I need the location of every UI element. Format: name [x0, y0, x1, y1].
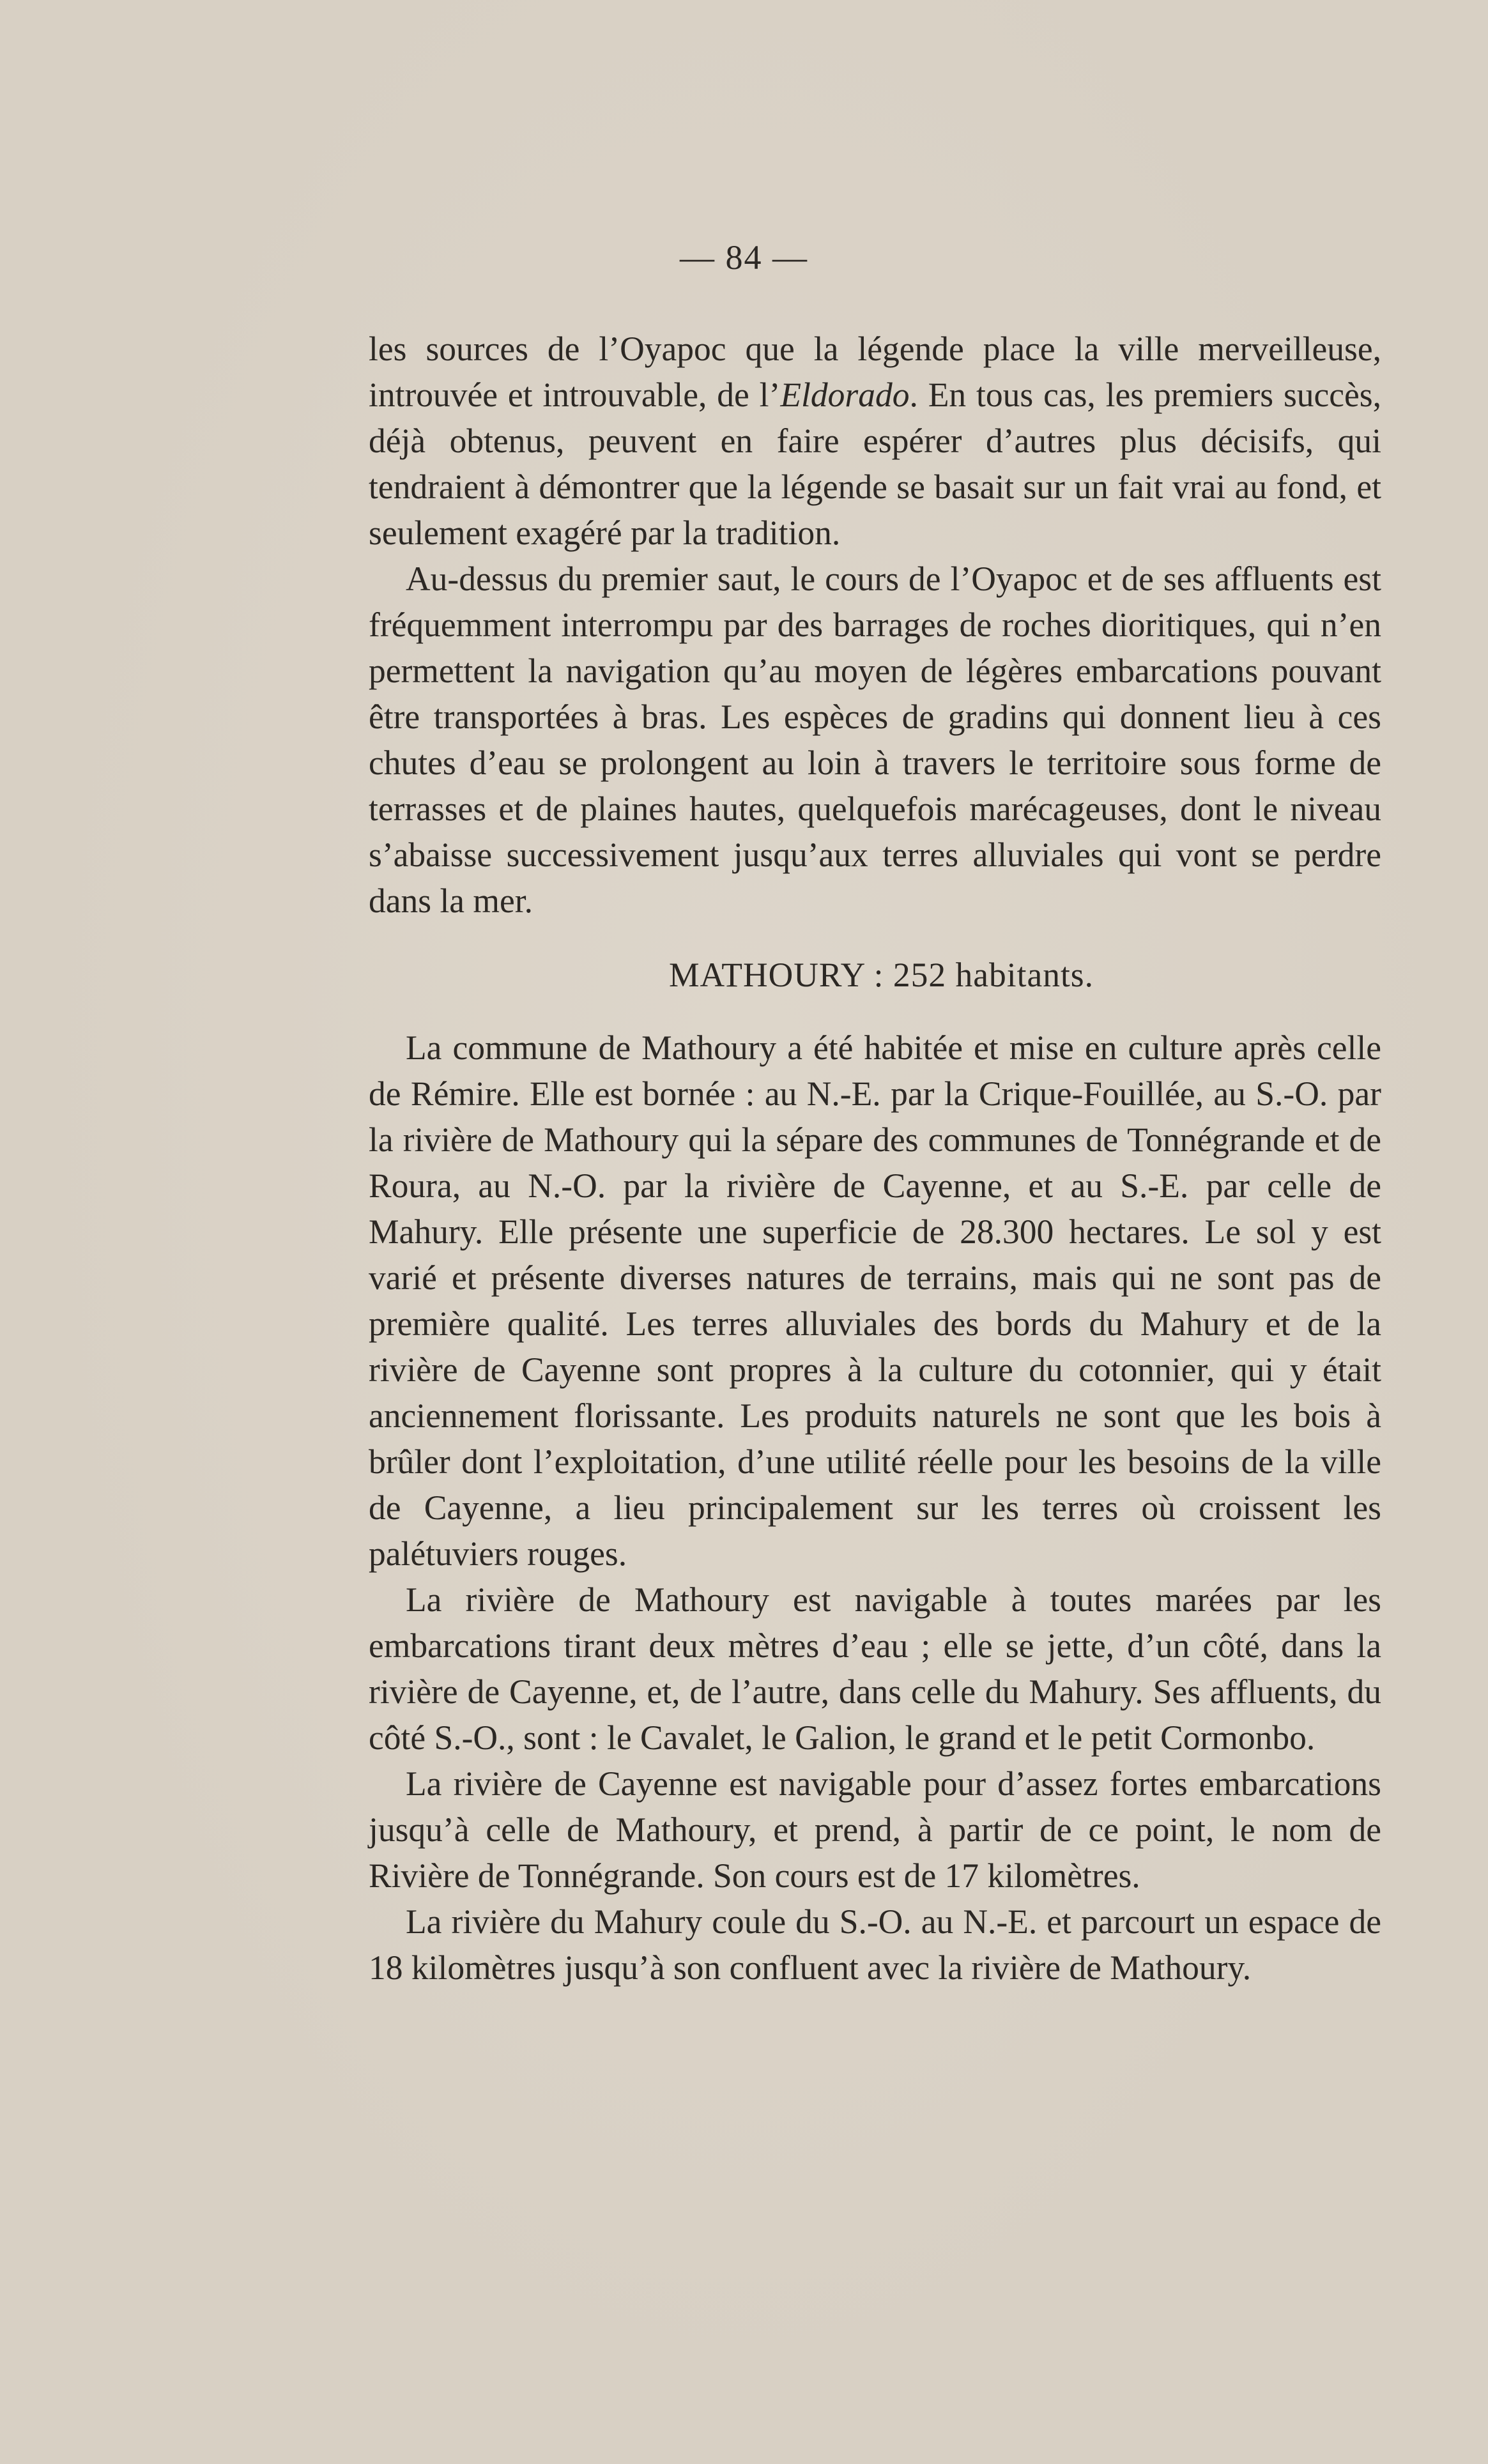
paragraph-mahury-river: La rivière du Mahury coule du S.-O. au N.-E. et parcourt un espace de 18 kilomètres jusqu’à son confluent avec la rivière de Mathoury.: [369, 1902, 1381, 1987]
paragraph-mathoury-river: La rivière de Mathoury est navigable à toutes marées par les embarcations tirant deux mètres d’eau ; elle se jette, d’un côté, dans la rivière de Cayenne, et, de l’autre, dans celle du Mahury. Ses affluents, du côté S.-O., sont : le Cavalet, le Galion, le grand et le petit Cormonbo.: [369, 1580, 1381, 1757]
paragraph-text: les sources de l’Oyapoc que la légende place la ville merveilleuse, introuvée et introuvable, de l’: [369, 330, 1381, 414]
section-title: MATHOURY : 252 habitants.: [668, 956, 1094, 994]
paragraph-mathoury-commune: La commune de Mathoury a été habitée et mise en culture après celle de Rémire. Elle est bornée : au N.-E. par la Crique-Fouillée, au S.-O. par la rivière de Mathoury qui la sépare des communes de Tonnégrande et de Roura, au N.-O. par la rivière de Cayenne, et au S.-E. par celle de Mahury. Elle présente une superficie de 28.300 hectares. Le sol y est varié et présente diverses natures de terrains, mais qui ne sont pas de première qualité. Les terres alluviales des bords du Mahury et de la rivière de Cayenne sont propres à la culture du cotonnier, qui y était anciennement florissante. Les produits naturels ne sont que les bois à brûler dont l’exploitation, d’une utilité réelle pour les besoins de la ville de Cayenne, a lieu principalement sur les terres où croissent les palétuviers rouges.: [369, 1029, 1381, 1573]
italic-term: Eldorado: [780, 376, 910, 414]
paragraph-oyapoc-sources: [369, 326, 1381, 556]
body-text: [369, 326, 1381, 1991]
paragraph-text: . En tous cas, les premiers succès, déjà obtenus, peuvent en faire espérer d’autres plus décisifs, qui tendraient à démontrer que la légende se basait sur un fait vrai au fond, et seulement exagéré par la tradition.: [369, 376, 1381, 552]
paragraph-cayenne-river: La rivière de Cayenne est navigable pour d’assez fortes embarcations jusqu’à celle de Mathoury, et prend, à partir de ce point, le nom de Rivière de Tonnégrande. Son cours est de 17 kilomètres.: [369, 1764, 1381, 1895]
paragraph-oyapoc-course: Au-dessus du premier saut, le cours de l’Oyapoc et de ses affluents est fréquemment interrompu par des barrages de roches dioritiques, qui n’en permettent la navigation qu’au moyen de légères embarcations pouvant être transportées à bras. Les espèces de gradins qui donnent lieu à ces chutes d’eau se prolongent au loin à travers le territoire sous forme de terrasses et de plaines hautes, quelquefois marécageuses, dont le niveau s’abaisse successivement jusqu’aux terres alluviales qui vont se perdre dans la mer.: [369, 560, 1381, 920]
page-number: — 84 —: [680, 238, 808, 277]
